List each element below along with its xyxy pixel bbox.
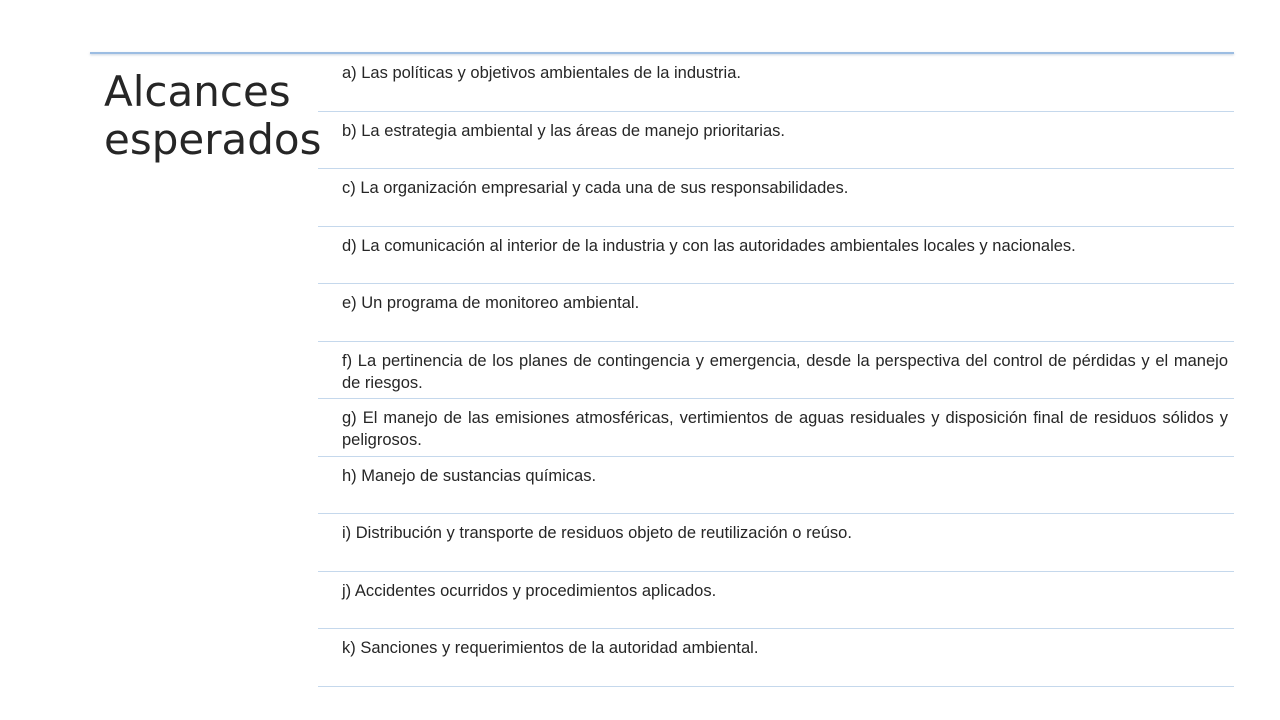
list-item [318,514,1234,572]
list-item-text: g) El manejo de las emisiones atmosféricas, vertimientos de aguas residuales y disposición final de residuos sólidos y peligrosos. [342,409,1228,449]
list-item [318,572,1234,630]
slide-title: Alcances esperados [104,67,322,164]
list-item [318,227,1234,285]
list-item-text: f) La pertinencia de los planes de contingencia y emergencia, desde la perspectiva del control de pérdidas y el manejo de riesgos. [342,351,1228,392]
list-item [318,284,1234,342]
list-item [318,399,1234,457]
list-item [318,457,1234,515]
list-item-text: c) La organización empresarial y cada una de sus responsabilidades. [342,179,849,197]
scope-list [318,54,1234,687]
list-item [318,629,1234,687]
list-item [318,169,1234,227]
list-item-text: e) Un programa de monitoreo ambiental. [342,294,640,312]
list-item-text: i) Distribución y transporte de residuos objeto de reutilización o reúso. [342,524,852,542]
list-item-text: d) La comunicación al interior de la industria y con las autoridades ambientales locales y nacionales. [342,236,1076,255]
list-item [318,112,1234,170]
list-item [318,342,1234,400]
list-item-text: j) Accidentes ocurridos y procedimientos aplicados. [342,581,717,600]
list-item-text: h) Manejo de sustancias químicas. [342,466,597,485]
list-item [318,54,1234,112]
list-item-text: k) Sanciones y requerimientos de la autoridad ambiental. [342,639,759,657]
list-item-text: b) La estrategia ambiental y las áreas de manejo prioritarias. [342,121,785,140]
list-item-text: a) Las políticas y objetivos ambientales de la industria. [342,64,741,82]
